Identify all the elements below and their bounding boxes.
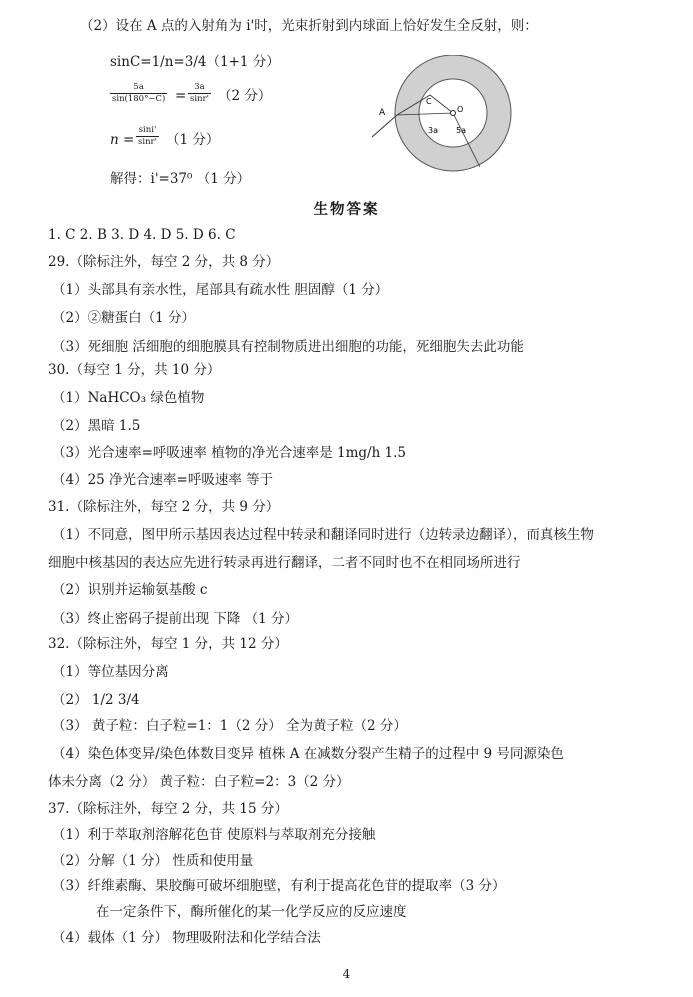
q37-part1: （1）利于萃取剂溶解花色苷 使原料与萃取剂充分接触 — [52, 827, 376, 843]
q30-header: 30.（每空 1 分，共 10 分） — [48, 362, 221, 378]
q32-part2: （2） 1/2 3/4 — [52, 692, 140, 708]
eq1-equals: = — [175, 88, 187, 104]
q30-part2: （2）黑暗 1.5 — [52, 418, 141, 434]
eq1-right-fraction — [188, 82, 211, 105]
label-3a: 3a — [428, 126, 438, 135]
q29-part1: （1）头部具有亲水性，尾部具有疏水性 胆固醇（1 分） — [52, 282, 389, 298]
incident-ray — [372, 115, 397, 137]
eq1-left-numerator: 5a — [110, 82, 167, 94]
page-number: 4 — [342, 967, 351, 981]
q37-part4: （4）载体（1 分） 物理吸附法和化学结合法 — [52, 930, 321, 946]
q31-part3: （3）终止密码子提前出现 下降 （1 分） — [52, 611, 299, 627]
q30-part1: （1）NaHCO₃ 绿色植物 — [52, 390, 205, 406]
sinC-equation: sinC=1/n=3/4（1+1 分） — [110, 54, 280, 70]
q31-part2: （2）识别并运输氨基酸 c — [52, 582, 208, 598]
q37-part3: （3）纤维素酶、果胶酶可破坏细胞壁，有利于提高花色苷的提取率（3 分） — [52, 878, 506, 894]
label-O: O — [457, 105, 464, 114]
q32-part1: （1）等位基因分离 — [52, 664, 169, 680]
q31-header: 31.（除标注外，每空 2 分，共 9 分） — [48, 499, 280, 515]
label-5a: 5a — [456, 126, 466, 135]
mc-answers: 1. C 2. B 3. D 4. D 5. D 6. C — [48, 227, 236, 243]
eq1-right-numerator: 3a — [188, 82, 211, 94]
q31-part1-line2: 细胞中核基因的表达应先进行转录再进行翻译，二者不同时也不在相同场所进行 — [48, 555, 521, 571]
label-C: C — [426, 97, 432, 106]
eq1-score: （2 分） — [218, 88, 272, 104]
sphere-figure — [370, 55, 530, 185]
q37-header: 37.（除标注外，每空 2 分，共 15 分） — [48, 801, 288, 817]
eq1-left-fraction — [110, 82, 167, 105]
eq2-fraction — [136, 125, 159, 148]
physics-q2-intro: （2）设在 A 点的入射角为 i'时，光束折射到内球面上恰好发生全反射，则： — [80, 18, 538, 34]
q29-part3: （3）死细胞 活细胞的细胞膜具有控制物质进出细胞的功能，死细胞失去此功能 — [52, 339, 524, 355]
label-A: A — [379, 108, 386, 118]
eq2-denominator: sinr' — [138, 137, 157, 147]
q29-header: 29.（除标注外，每空 2 分，共 8 分） — [48, 254, 280, 270]
eq2-score: （1 分） — [166, 132, 220, 148]
q30-part3: （3）光合速率=呼吸速率 植物的净光合速率是 1mg/h 1.5 — [52, 445, 407, 461]
eq2-left: n = — [110, 132, 135, 148]
q32-part4-line2: 体未分离（2 分） 黄子粒：白子粒=2：3（2 分） — [48, 774, 350, 790]
q32-header: 32.（除标注外，每空 1 分，共 12 分） — [48, 636, 288, 652]
solve-result: 解得：i'=37⁰ （1 分） — [110, 171, 251, 187]
q32-part3: （3） 黄子粒：白子粒=1：1（2 分） 全为黄子粒（2 分） — [52, 718, 407, 734]
eq1-left-denominator: sin(180°−C) — [112, 94, 166, 104]
q30-part4: （4）25 净光合速率=呼吸速率 等于 — [52, 472, 274, 488]
q32-part4-line1: （4）染色体变异/染色体数目变异 植株 A 在减数分裂产生精子的过程中 9 号同源染色 — [52, 746, 564, 762]
q37-part3-line2: 在一定条件下，酶所催化的某一化学反应的反应速度 — [96, 904, 407, 920]
bio-answers-title: 生物答案 — [313, 201, 380, 218]
q29-part2: （2）②糖蛋白（1 分） — [52, 310, 195, 326]
q31-part1-line1: （1）不同意，图甲所示基因表达过程中转录和翻译同时进行（边转录边翻译），而真核生物 — [52, 527, 594, 543]
eq1-right-denominator: sinr' — [190, 94, 209, 104]
eq2-numerator: sini' — [136, 125, 159, 137]
q37-part2: （2）分解（1 分） 性质和使用量 — [52, 853, 254, 869]
center-point — [451, 111, 456, 116]
